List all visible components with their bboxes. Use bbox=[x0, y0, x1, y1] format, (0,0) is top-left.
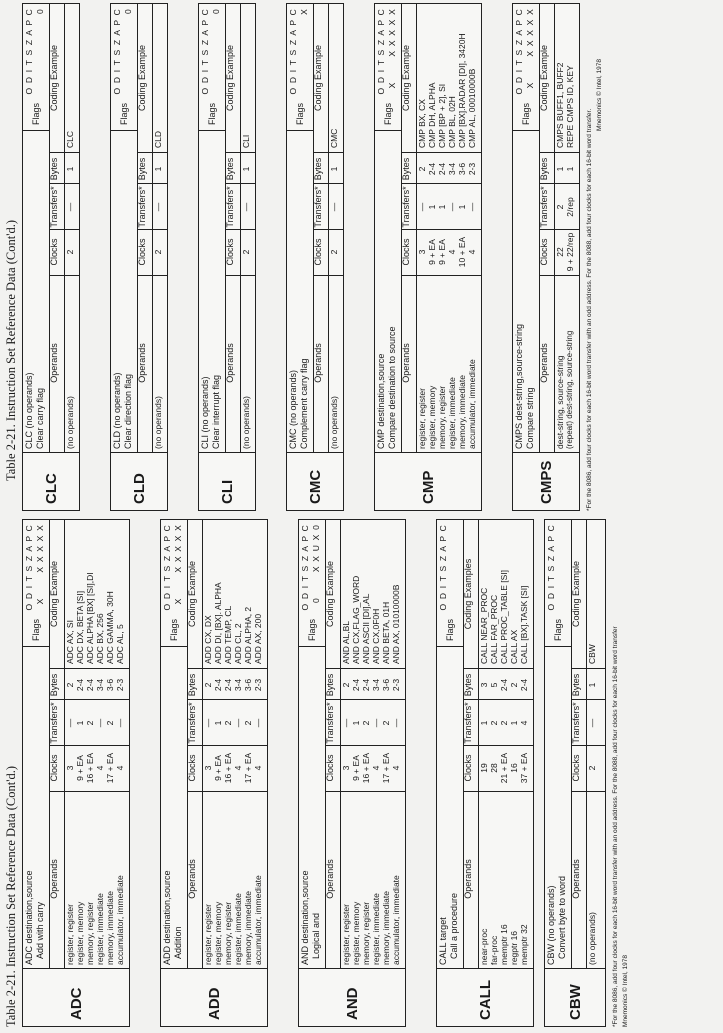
flags-box: Flags O D I T S Z A P C X X X X X X bbox=[161, 520, 187, 647]
entry-cmp bbox=[374, 3, 482, 511]
syntax: CMC (no operands) Complement carry flag bbox=[288, 358, 309, 449]
entry-adc bbox=[22, 519, 130, 1027]
column-headers: Operands Clocks Transfers* Bytes Coding Example bbox=[571, 520, 587, 968]
flags-box: Flags O D I T S Z A P C X bbox=[287, 4, 313, 131]
table-row: register, immediate 4 — 3-4 ADD CL, 2 bbox=[233, 623, 243, 965]
mnemonic: CBW bbox=[545, 968, 605, 1026]
table-row: dest-string, source-string 22 2 1 CMPS BUFF1, BUFF2 bbox=[555, 62, 565, 449]
mnemonic: CMP bbox=[375, 452, 481, 510]
table-row: (no operands) 2 — 1 CMC bbox=[329, 128, 339, 449]
table-row: register, register 3 — 2 ADC AX, SI bbox=[65, 620, 75, 965]
entry-cmps bbox=[512, 3, 580, 511]
table-row: register, memory 9 + EA 1 2-4 CMP DH, ALPHA bbox=[427, 82, 437, 449]
table-row: far-proc 28 2 5 CALL FAR_PROC bbox=[489, 594, 499, 965]
flags-box: Flags O D I T S Z A P C 0 bbox=[199, 4, 225, 131]
table-row: register, memory 9 + EA 1 2-4 ADC DX, BETA [SI] bbox=[75, 590, 85, 965]
table-title: Table 2-21. Instruction Set Reference Data (Cont'd.) bbox=[4, 765, 18, 1027]
table-row: memory, register 16 + EA 2 2-4 ADD TEMP, CL bbox=[223, 605, 233, 965]
table-row: (repeat) dest-string, source-string 9 + 22/rep 2/rep 1 REPE CMPS ID, KEY bbox=[565, 65, 575, 449]
table-row: accumulator, immediate 4 — 2-3 AND AX, 01010000B bbox=[391, 584, 401, 965]
column-headers: Operands Clocks Transfers* Bytes Coding Example bbox=[225, 4, 241, 452]
flags-box: Flags O D I T S Z A P C X X X X X X bbox=[23, 520, 49, 647]
table-row: register, memory 9 + EA 1 2-4 ADD DI, [BX]. ALPHA bbox=[213, 582, 223, 965]
column-headers: Operands Clocks Transfers* Bytes Coding Example bbox=[325, 520, 341, 968]
entry-cld bbox=[110, 3, 168, 511]
syntax: CMPS dest-string,source-string Compare string bbox=[514, 323, 535, 449]
column-headers: Operands Clocks Transfers* Bytes Coding Example bbox=[313, 4, 329, 452]
table-row: register, register 3 — 2 AND AL,BL bbox=[341, 621, 351, 965]
table-row: memory, register 16 + EA 2 2-4 ADC ALPHA [BX] [SI],DI bbox=[85, 572, 95, 965]
page-right bbox=[0, 3, 723, 511]
table-row: memory, register 9 + EA 1 2-4 CMP [BP + 2], SI bbox=[437, 83, 447, 449]
mnemonic: CLI bbox=[199, 452, 255, 510]
table-row: regptr 16 16 1 2 CALL AX bbox=[509, 629, 519, 965]
mnemonic: CLD bbox=[111, 452, 167, 510]
footnote: *For the 8086, add four clocks for each 16-bit word transfer with an odd address. For the 8088, add four clocks for each 16-bit word transfer bbox=[612, 626, 619, 1027]
table-row: (no operands) 2 — 1 CLC bbox=[65, 130, 75, 449]
table-row: near-proc 19 1 3 CALL NEAR_PROC bbox=[479, 587, 489, 965]
syntax: AND destination,source Logical and bbox=[300, 870, 321, 965]
mnemonic: CMC bbox=[287, 452, 343, 510]
column-headers: Operands Clocks Transfers* Bytes Coding Examples bbox=[463, 520, 479, 968]
entry-and bbox=[298, 519, 406, 1027]
column-headers: Operands Clocks Transfers* Bytes Coding Example bbox=[49, 520, 65, 968]
flags-box: Flags O D I T S Z A P C 0 bbox=[111, 4, 137, 131]
entry-cli bbox=[198, 3, 256, 511]
table-row: memory, immediate 17 + EA 2 3-6 ADD ALPHA, 2 bbox=[243, 606, 253, 965]
entry-clc bbox=[22, 3, 80, 511]
table-row: register, immediate 4 — 3-4 CMP BL, 02H bbox=[447, 96, 457, 449]
flags-box: Flags O D I T S Z A P C 0 bbox=[23, 4, 49, 131]
table-row: memory, immediate 17 + EA 2 3-6 ADC GAMMA, 30H bbox=[105, 591, 115, 965]
flags-box: Flags O D I T S Z A P C 0 X X U X 0 bbox=[299, 520, 325, 647]
flags-box: Flags O D I T S Z A P C bbox=[545, 520, 571, 647]
syntax: ADD destination,source Addition bbox=[162, 870, 183, 965]
flags-box: Flags O D I T S Z A P C bbox=[437, 520, 463, 647]
table-row: (no operands) 2 — 1 CBW bbox=[587, 644, 597, 965]
credit: Mnemonics © Intel, 1978 bbox=[596, 59, 603, 131]
syntax: CLI (no operands) Clear interrupt flag bbox=[200, 374, 221, 449]
mnemonic: CMPS bbox=[513, 452, 579, 510]
mnemonic: ADD bbox=[161, 968, 267, 1026]
mnemonic: ADC bbox=[23, 968, 129, 1026]
footnote: *For the 8086, add four clocks for each 16-bit word transfer with an odd address. For the 8088, add four clocks for each 16-bit word transfer. bbox=[586, 108, 593, 511]
syntax: CLD (no operands) Clear direction flag bbox=[112, 372, 133, 449]
entry-call bbox=[436, 519, 534, 1027]
table-row: memptr 16 21 + EA 2 2-4 CALL PROC_TABLE [SI] bbox=[499, 569, 509, 965]
mnemonic: CLC bbox=[23, 452, 79, 510]
table-row: memory, immediate 10 + EA 1 3-6 CMP [BX].RADAR [DI], 3420H bbox=[457, 33, 467, 449]
table-row: register, immediate 4 — 3-4 AND CX,0F0H bbox=[371, 608, 381, 965]
entry-add bbox=[160, 519, 268, 1027]
table-row: register, register 3 — 2 CMP BX, CX bbox=[417, 99, 427, 449]
table-row: memory, immediate 17 + EA 2 3-6 AND BETA, 01H bbox=[381, 601, 391, 965]
column-headers: Operands Clocks Transfers* Bytes Coding Example bbox=[401, 4, 417, 452]
column-headers: Operands Clocks Transfers* Bytes Coding Example bbox=[539, 4, 555, 452]
table-row: register, register 3 — 2 ADD CX, DX bbox=[203, 615, 213, 965]
table-row: register, immediate 4 — 3-4 ADC BX, 256 bbox=[95, 613, 105, 965]
syntax: ADC destination,source Add with carry bbox=[24, 870, 45, 965]
table-row: (no operands) 2 — 1 CLD bbox=[153, 130, 163, 449]
column-headers: Operands Clocks Transfers* Bytes Coding Example bbox=[137, 4, 153, 452]
page-left bbox=[0, 519, 723, 1027]
flags-box: Flags O D I T S Z A P C X X X X X X bbox=[513, 4, 539, 131]
table-row: accumulator, immediate 4 — 2-3 ADD AX, 200 bbox=[253, 613, 263, 965]
table-row: (no operands) 2 — 1 CLI bbox=[241, 134, 251, 449]
entry-cmc bbox=[286, 3, 344, 511]
column-headers: Operands Clocks Transfers* Bytes Coding Example bbox=[187, 520, 203, 968]
table-row: accumulator, immediate 4 — 2-3 ADC AL, 5 bbox=[115, 624, 125, 965]
syntax: CBW (no operands) Convert byte to word bbox=[546, 875, 567, 965]
syntax: CMP destination,source Compare destination to source bbox=[376, 326, 397, 449]
syntax: CALL target Call a procedure bbox=[438, 892, 459, 965]
entry-cbw bbox=[544, 519, 606, 1027]
table-row: accumulator, immediate 4 — 2-3 CMP AL, 00010000B bbox=[467, 68, 477, 449]
table-row: register, memory 9 + EA 1 2-4 AND CX,FLAG_WORD bbox=[351, 575, 361, 965]
column-headers: Operands Clocks Transfers* Bytes Coding Example bbox=[49, 4, 65, 452]
mnemonic: CALL bbox=[437, 968, 533, 1026]
table-row: memory, register 16 + EA 2 2-4 AND ASCII [DI],AL bbox=[361, 593, 371, 965]
syntax: CLC (no operands) Clear carry flag bbox=[24, 372, 45, 449]
mnemonic: AND bbox=[299, 968, 405, 1026]
table-row: memptr 32 37 + EA 4 2-4 CALL [BX].TASK [SI] bbox=[519, 585, 529, 965]
flags-box: Flags O D I T S Z A P C X X X X X X bbox=[375, 4, 401, 131]
table-title: Table 2-21. Instruction Set Reference Data (Cont'd.) bbox=[4, 219, 18, 481]
credit: Mnemonics © Intel, 1978 bbox=[622, 955, 629, 1027]
